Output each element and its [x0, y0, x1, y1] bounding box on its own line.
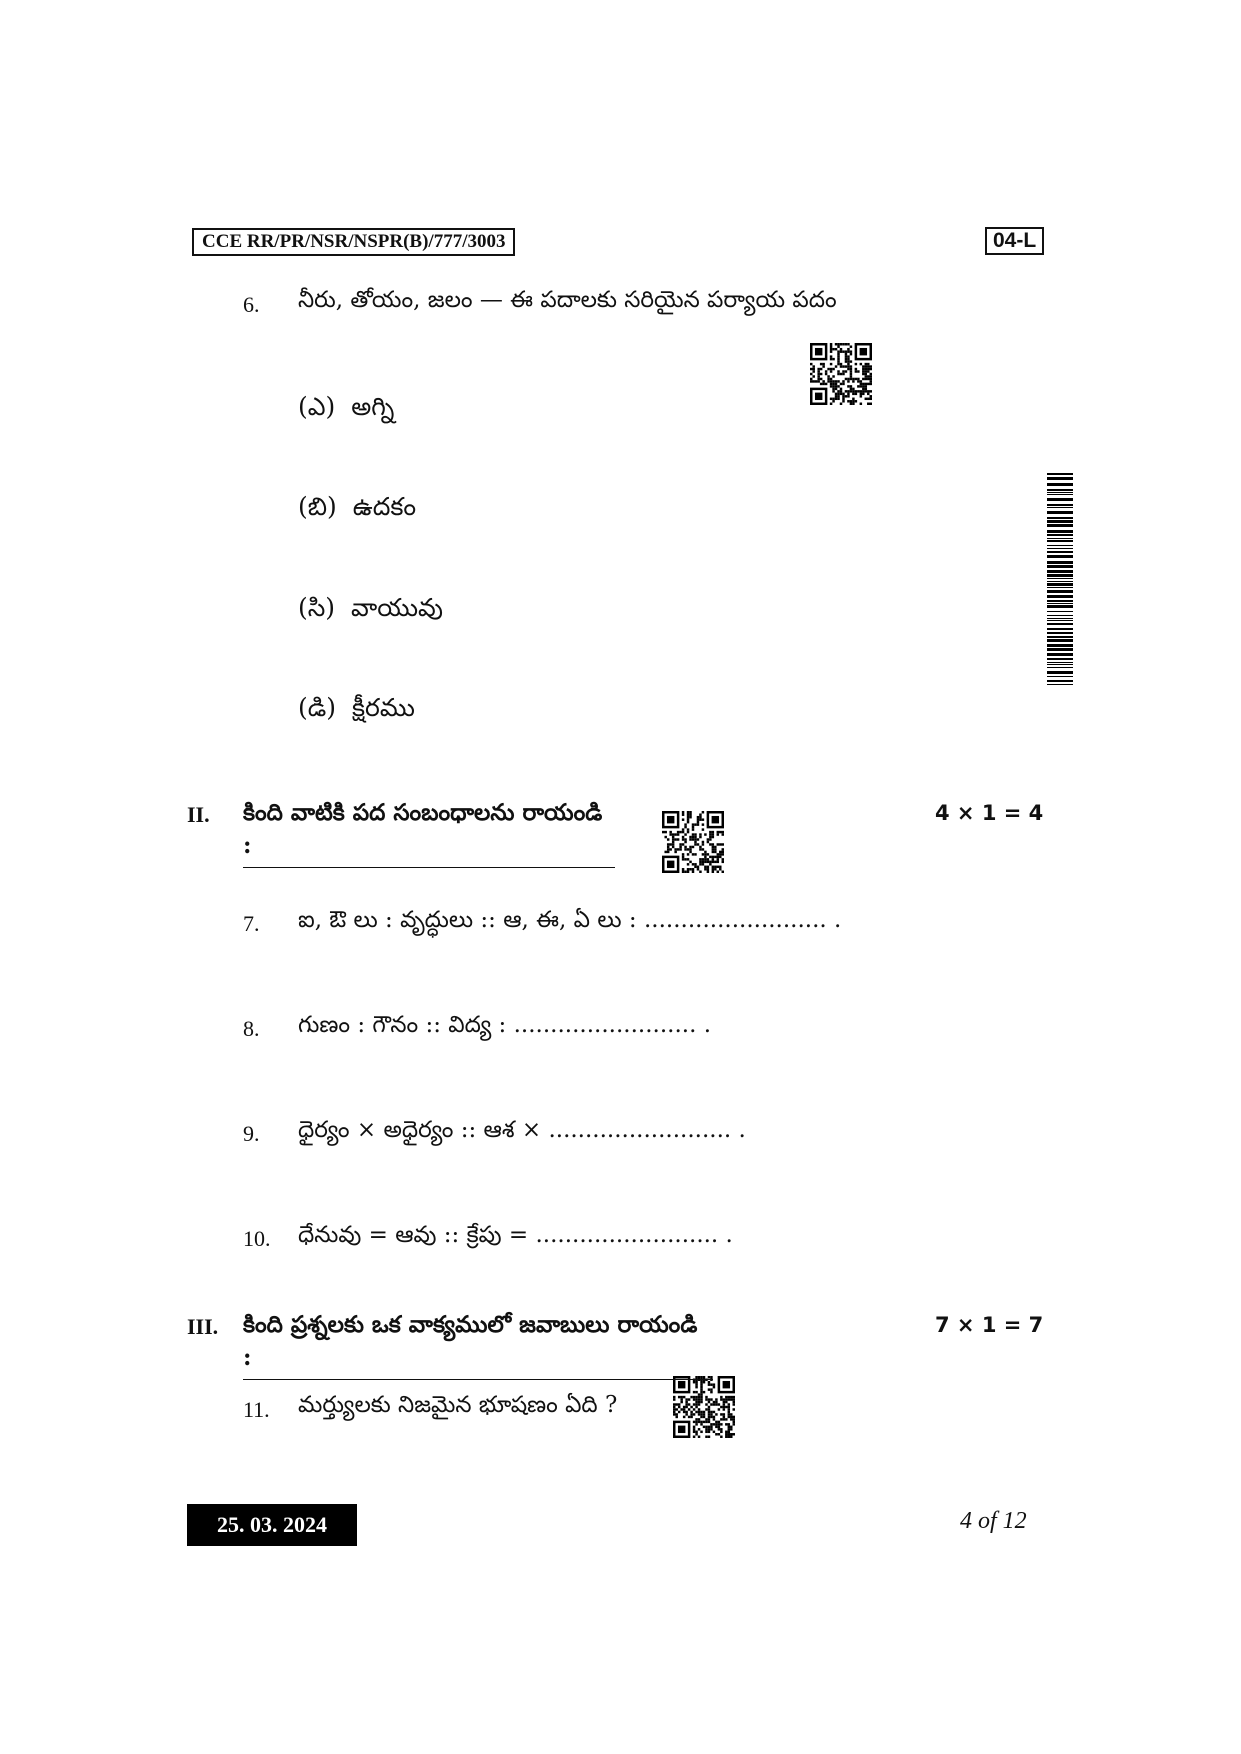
subject-code: 04-L — [985, 227, 1044, 255]
option-a-label: (ఎ) — [298, 392, 336, 421]
question-11-text: మర్త్యులకు నిజమైన భూషణం ఏది ? — [298, 1392, 618, 1418]
section-3-title: కింది ప్రశ్నలకు ఒక వాక్యములో జవాబులు రాయండి : — [243, 1311, 713, 1380]
qr-code-3 — [673, 1376, 735, 1438]
question-10-text: ధేనువు = ఆవు :: క్రేపు = ......................... . — [298, 1222, 733, 1248]
question-9-number: 9. — [243, 1121, 260, 1146]
option-d — [298, 693, 415, 729]
question-7-number: 7. — [243, 911, 260, 936]
option-d-text: క్షీరము — [351, 693, 415, 722]
section-2-number: II. — [187, 802, 210, 827]
option-b-label: (బి) — [298, 492, 337, 521]
question-7-text: ఐ, ఔ లు : వృద్ధులు :: ఆ, ఈ, ఏ లు : ......................... . — [298, 907, 842, 933]
option-a-text: అగ్ని — [351, 392, 395, 421]
qr-code-2 — [662, 811, 724, 873]
option-c-text: వాయువు — [351, 593, 443, 622]
question-11-number: 11. — [243, 1397, 270, 1422]
question-6-text: నీరు, తోయం, జలం — ఈ పదాలకు సరియైన పర్యాయ పదం — [298, 287, 837, 313]
question-8-text: గుణం : గౌనం :: విద్య : ......................... . — [298, 1012, 712, 1038]
question-10-number: 10. — [243, 1226, 271, 1251]
section-2-title: కింది వాటికి పద సంబంధాలను రాయండి : — [243, 799, 615, 868]
exam-code: CCE RR/PR/NSR/NSPR(B)/777/3003 — [192, 228, 515, 256]
question-8-number: 8. — [243, 1016, 260, 1041]
option-a — [298, 392, 394, 428]
question-6-number: 6. — [243, 292, 260, 317]
exam-date: 25. 03. 2024 — [187, 1504, 357, 1546]
question-9-text: ధైర్యం × అధైర్యం :: ఆశ × ......................... . — [298, 1117, 746, 1143]
option-c-label: (సి) — [298, 593, 336, 622]
qr-code-1 — [810, 343, 872, 405]
option-c — [298, 593, 443, 629]
page-number: 4 of 12 — [960, 1508, 1027, 1534]
section-3-number: III. — [187, 1314, 219, 1339]
section-3-marks: 7 × 1 = 7 — [935, 1313, 1044, 1337]
barcode — [1047, 473, 1073, 685]
option-b — [298, 492, 416, 528]
option-d-label: (డి) — [298, 693, 337, 722]
option-b-text: ఉదకం — [352, 492, 417, 521]
section-2-marks: 4 × 1 = 4 — [935, 801, 1044, 825]
